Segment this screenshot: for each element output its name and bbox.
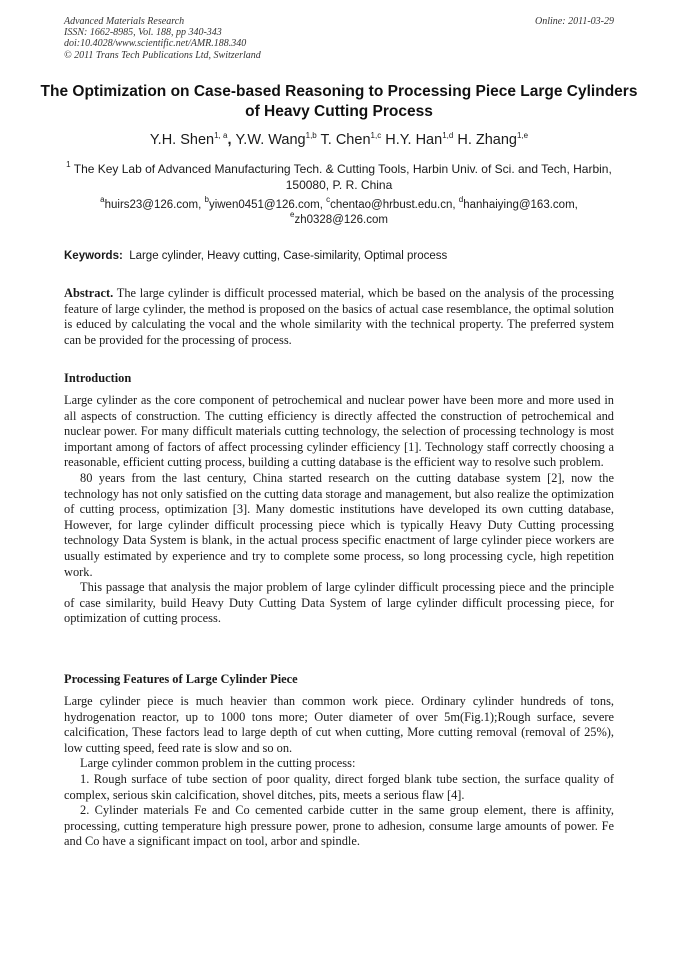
paragraph: Large cylinder as the core component of petrochemical and nuclear power have been more and more used in all aspects of construction. The cutting efficiency is directly affected the construction of petrochemical and nuclear power. For many difficult materials cutting technology, the selection of processing technology is most important among of factors of affect processing cylinder efficiency [1]. Technology staff correctly choosing a reasonable, efficient cutting process, building a cutting database is the efficient way to resolve such problem. — [64, 393, 614, 470]
author-list — [40, 130, 638, 150]
keywords — [64, 249, 614, 264]
issn-line: ISSN: 1662-8985, Vol. 188, pp 340-343 — [64, 27, 222, 39]
author: H. Zhang$^{1,e}$ — [457, 131, 529, 148]
email: $^b$yiwen0451@126.com, — [204, 195, 327, 211]
copyright-line: © 2011 Trans Tech Publications Ltd, Switzerland — [64, 49, 261, 61]
email: $^c$chentao@hrbust.edu.cn, — [326, 195, 459, 211]
processing-body — [64, 694, 614, 850]
section-heading-introduction: Introduction — [64, 371, 132, 385]
paragraph: Large cylinder piece is much heavier than common work piece. Ordinary cylinder hundreds of tons, hydrogenation reactor, up to 1000 tons more; Outer diameter of over 5m(Fig.1);Rough surface, severe calcification, These factors lead to large depth of cut when cutting, More cutting removal (removal of 25%), low cutting speed, feed rate is slow and so on. — [64, 694, 614, 755]
journal-name: Advanced Materials Research — [64, 16, 185, 27]
paragraph: 80 years from the last century, China started research on the cutting database system [2], now the technology has not only satisfied on the cutting data storage and management, but also realize the optimization of cutting process, optimization [3]. Many domestic institutions have developed its own cutting database, However, for large cylinder difficult processing piece which is typically Heavy Duty Cutting processing technology Data System is blank, in the actual process specific enactment of large cylinder piece workers are usually estimated by experience and try to complete some process, so long processing cycle, high repetition work. — [64, 470, 614, 579]
section-heading-processing: Processing Features of Large Cylinder Piece — [64, 672, 298, 686]
online-date: Online: 2011-03-29 — [535, 16, 614, 27]
list-item: 2. Cylinder materials Fe and Co cemented carbide cutter in the same group element, there is affinity, processing, cutting temperature high pressure power, prone to adhesion, consume large amounts of power. Fe and Co have a significant impact on tool, arbor and spindle. — [64, 803, 614, 849]
email-list — [64, 195, 614, 228]
paragraph: This passage that analysis the major problem of large cylinder difficult processing piece and the principle of case similarity, build Heavy Duty Cutting Data System of large cylinder difficult processing piece, for optimization of cutting process. — [64, 580, 614, 626]
paper-title: The Optimization on Case-based Reasoning to Processing Piece Large Cylinders of Heavy Cutting Process — [40, 83, 638, 120]
abstract-text: The large cylinder is difficult processed material, which be based on the analysis of the processing feature of large cylinder, the method is proposed on the basics of actual case resemblance, the optimal solution is educed by calculating the vocal and the whole similarity with the technical property. The preferred system can be provided for the processing of process. — [64, 286, 614, 347]
doi-line: doi:10.4028/www.scientific.net/AMR.188.340 — [64, 38, 247, 50]
abstract-label: Abstract. — [64, 286, 114, 300]
keywords-label: Keywords: — [64, 250, 123, 262]
list-item: 1. Rough surface of tube section of poor quality, direct forged blank tube section, the surface quality of complex, serious skin calcification, shovel ditches, pits, meets a serious flaw [4]. — [64, 771, 614, 802]
abstract — [64, 286, 614, 348]
email: $^a$huirs23@126.com, — [100, 195, 205, 211]
author: T. Chen$^{1,c}$ — [320, 131, 382, 148]
author: Y.W. Wang$^{1,b}$ — [235, 131, 317, 148]
email: $^d$hanhaiying@163.com, — [458, 195, 578, 211]
journal-header — [64, 16, 614, 61]
paragraph: Large cylinder common problem in the cutting process: — [80, 756, 356, 771]
introduction-body — [64, 393, 614, 627]
author: Y.H. Shen$^{1, a}$, — [149, 131, 236, 148]
keywords-text: Large cylinder, Heavy cutting, Case-similarity, Optimal process — [129, 250, 448, 262]
email: $^e$zh0328@126.com — [290, 210, 388, 226]
affiliation: $^1$ The Key Lab of Advanced Manufacturing Tech. & Cutting Tools, Harbin Univ. of Sci. and Tech, Harbin, 150080, P. R. China — [66, 160, 612, 192]
author: H.Y. Han$^{1,d}$ — [385, 131, 454, 148]
